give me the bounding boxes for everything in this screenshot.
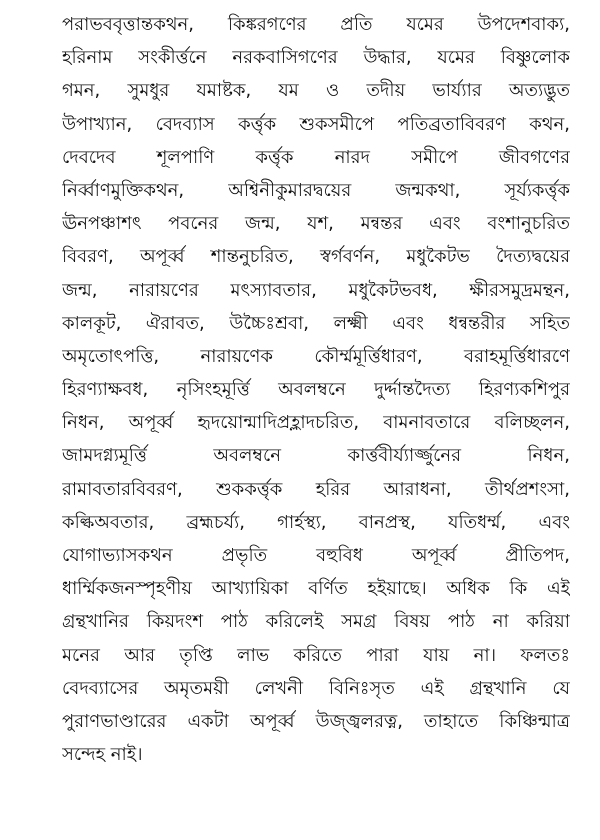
text-line-3: গমন, সুমধুর যমাষ্টক, যম ও তদীয় ভার্য্যার অত্যদ্ভুত xyxy=(62,80,570,102)
text-line-4: উপাখ্যান, বেদব্যাস কর্ত্তৃক শুকসমীপে পতিব্রতাবিবরণ কথন, xyxy=(62,113,570,135)
text-line-19: গ্রন্থখানির কিয়দংশ পাঠ করিলেই সমগ্র বিষয় পাঠ না করিয়া xyxy=(62,611,570,633)
text-line-6: নির্ব্বাণমুক্তিকথন, অশ্বিনীকুমারদ্বয়ের জন্মকথা, সূর্য্যকর্ত্তৃক xyxy=(62,179,570,201)
text-line-23: সন্দেহ নাই। xyxy=(62,744,143,766)
text-line-13: নিধন, অপূর্ব্ব হৃদয়োন্মাদিপ্রহ্লাদচরিত, বামনাবতারে বলিচ্ছলন, xyxy=(62,412,570,434)
text-line-18: ধার্ম্মিকজনস্পৃহণীয় আখ্যায়িকা বর্ণিত হইয়াছে। অধিক কি এই xyxy=(62,578,570,600)
text-line-22: পুরাণভাণ্ডারের একটা অপূর্ব্ব উজ্জ্বলরত্ন, তাহাতে কিঞ্চিন্মাত্র xyxy=(62,710,570,732)
text-line-12: হিরণ্যাক্ষবধ, নৃসিংহমূর্ত্তি অবলম্বনে দুর্দ্দান্তদৈত্য হিরণ্যকশিপুর xyxy=(62,379,570,401)
text-line-11: অমৃতোৎপত্তি, নারায়ণেক কৌর্ম্মমূর্ত্তিধারণ, বরাহমূর্ত্তিধারণে xyxy=(62,345,570,367)
body-text xyxy=(62,8,570,771)
text-line-10: কালকূট, ঐরাবত, উচ্চৈঃশ্রবা, লক্ষ্মী এবং ধন্বন্তরীর সহিত xyxy=(62,312,570,334)
text-line-7: ঊনপঞ্চাশৎ পবনের জন্ম, যশ, মন্বন্তর এবং বংশানুচরিত xyxy=(62,213,570,235)
text-line-17: যোগাভ্যাসকথন প্রভৃতি বহুবিধ অপূর্ব্ব প্রীতিপদ, xyxy=(62,545,570,566)
text-line-1: পরাভববৃত্তান্তকথন, কিঙ্করগণের প্রতি যমের উপদেশবাক্য, xyxy=(62,14,570,35)
text-line-2: হরিনাম সংকীর্ত্তনে নরকবাসিগণের উদ্ধার, যমের বিষ্ণুলোক xyxy=(62,47,570,69)
text-line-16: কল্কিঅবতার, ব্রহ্মচর্য্য, গার্হস্থ্য, বানপ্রস্থ, যতিধর্ম্ম, এবং xyxy=(62,511,570,533)
text-line-5: দেবদেব শূলপাণি কর্ত্তৃক নারদ সমীপে জীবগণের xyxy=(62,146,570,168)
text-line-9: জন্ম, নারায়ণের মৎস্যাবতার, মধুকৈটভবধ, ক্ষীরসমুদ্রমন্থন, xyxy=(62,279,570,301)
text-line-14: জামদগ্ন্যমূর্ত্তি অবলম্বনে কার্ত্তবীর্য্যার্জ্জুনের নিধন, xyxy=(62,445,570,467)
text-line-15: রামাবতারবিবরণ, শুককর্ত্তৃক হরির আরাধনা, তীর্থপ্রশংসা, xyxy=(62,478,570,500)
text-line-21: বেদব্যাসের অমৃতময়ী লেখনী বিনিঃসৃত এই গ্রন্থখানি যে xyxy=(62,677,570,699)
text-line-8: বিবরণ, অপূর্ব্ব শান্তনুচরিত, স্বর্গবর্ণন, মধুকৈটভ দৈত্যদ্বয়ের xyxy=(62,246,570,268)
text-line-20: মনের আর তৃপ্তি লাভ করিতে পারা যায় না। ফলতঃ xyxy=(62,644,570,666)
